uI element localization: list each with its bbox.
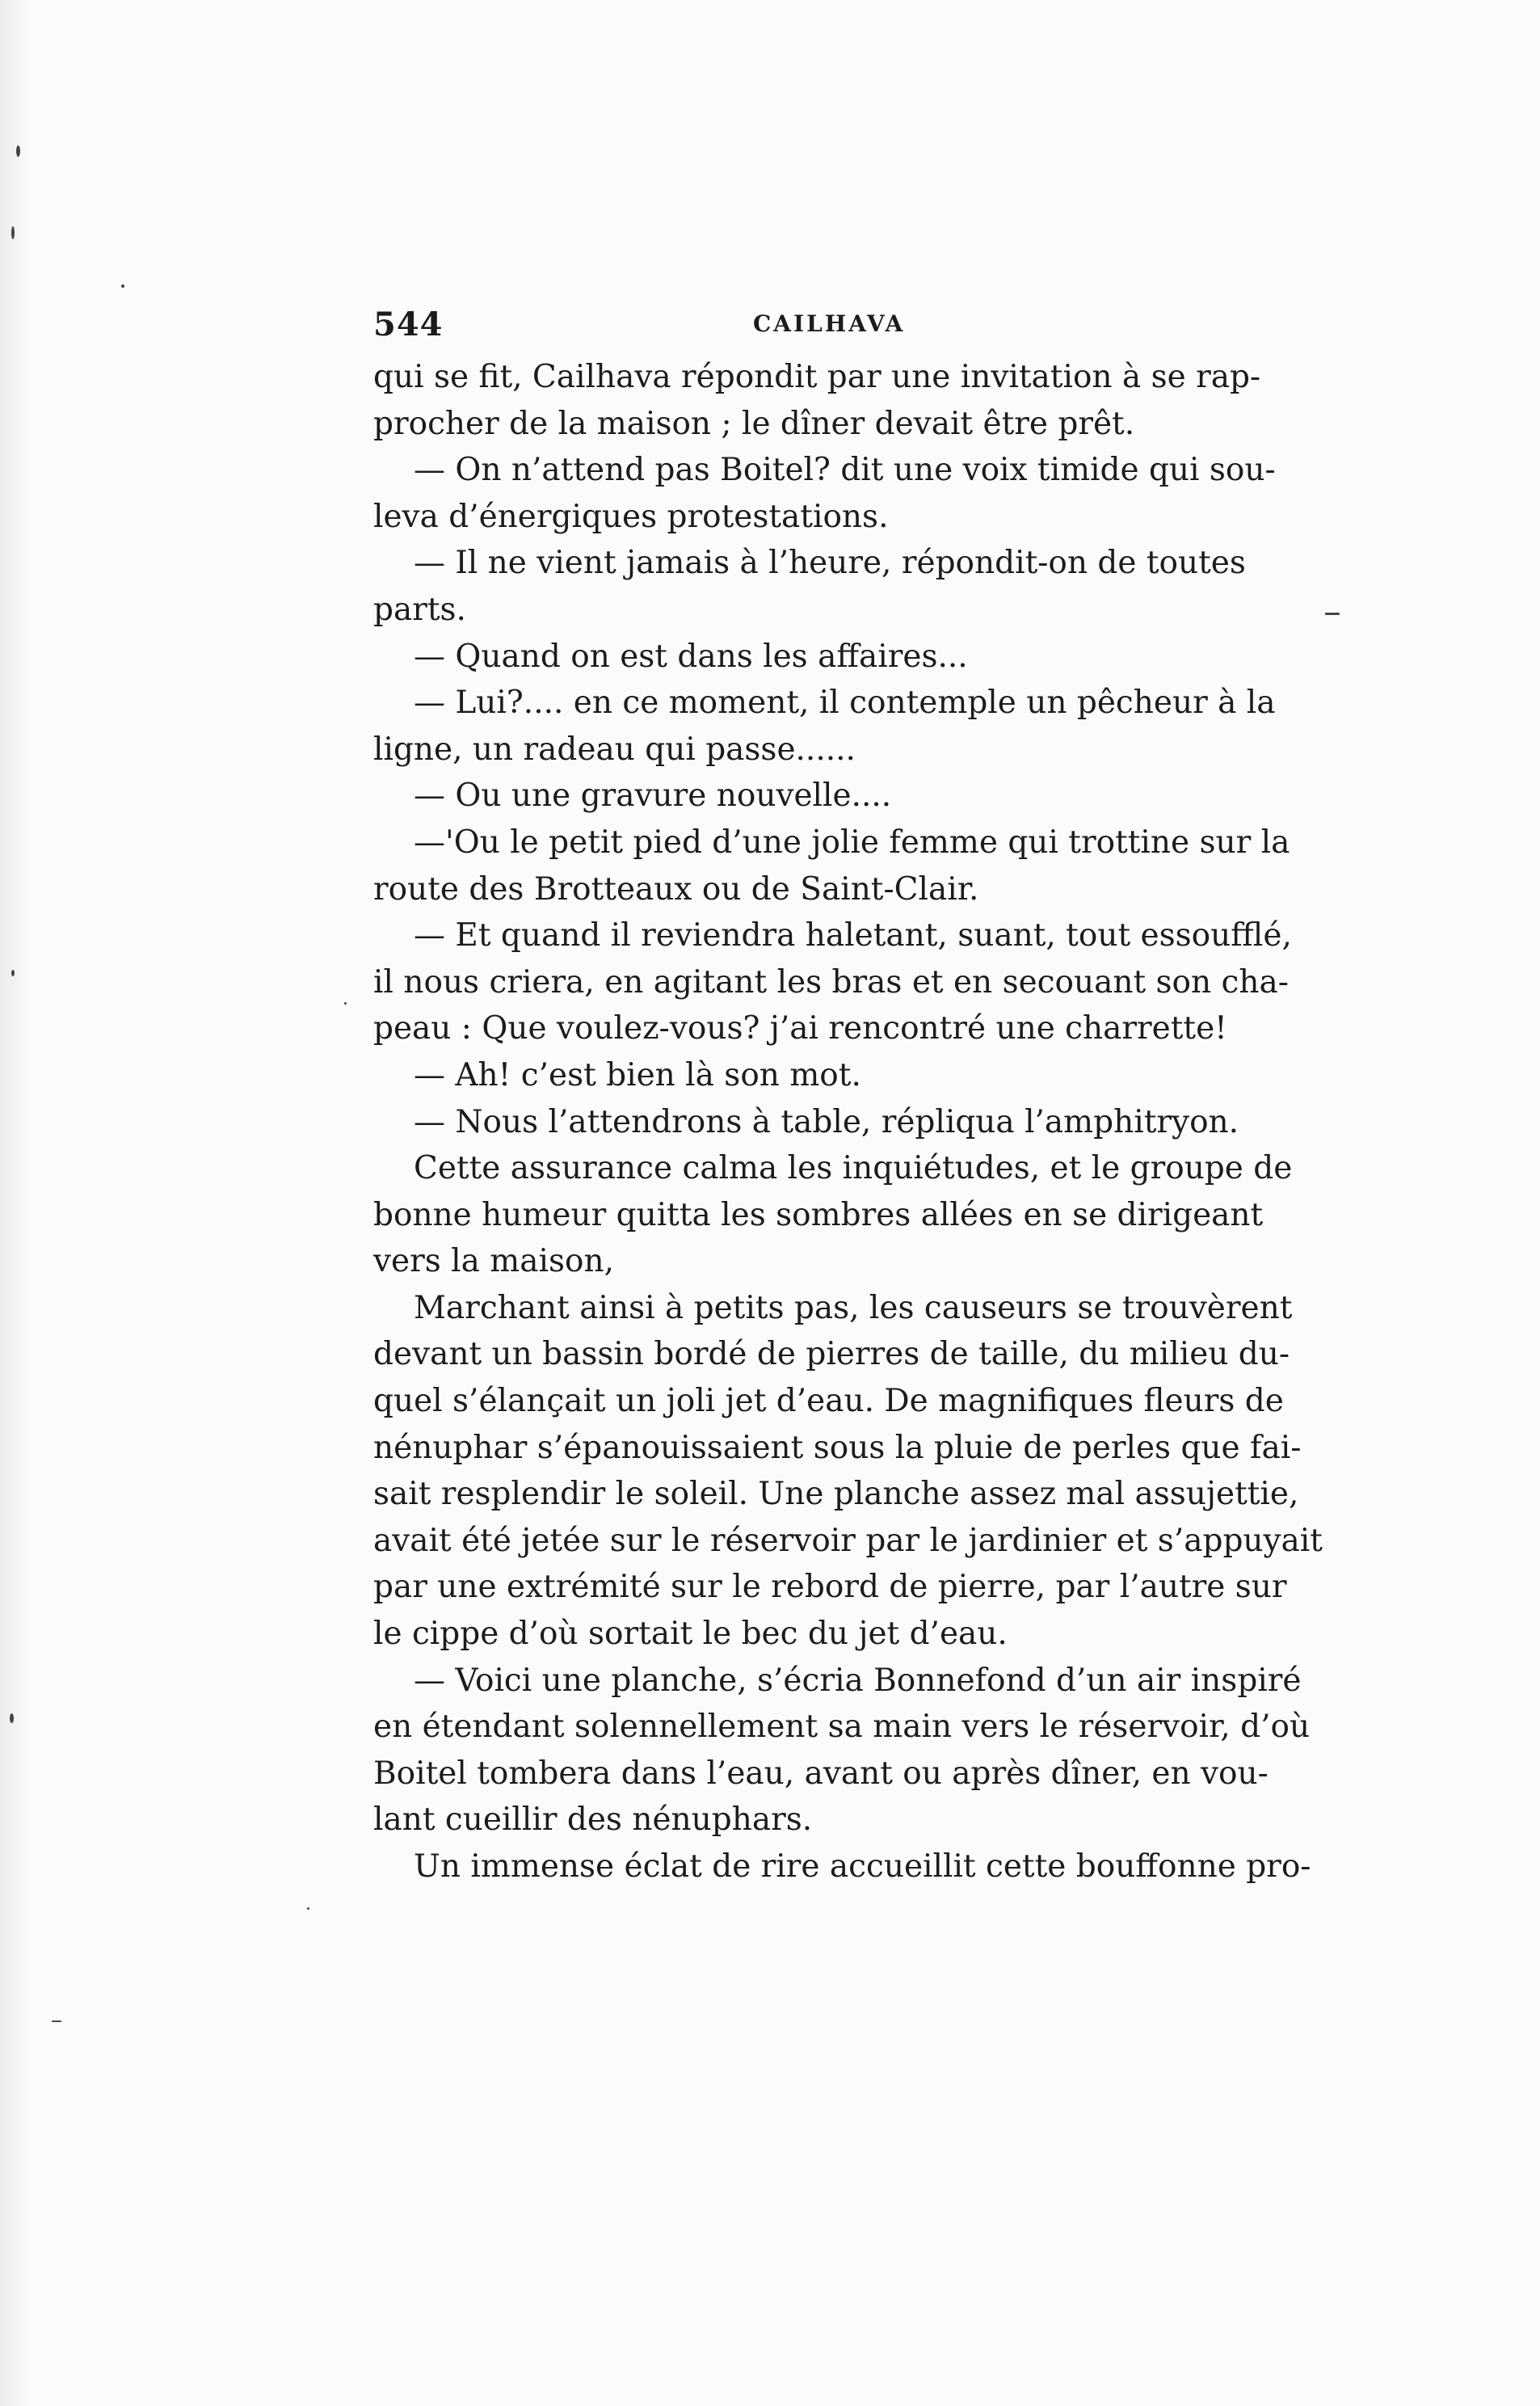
text-line: lant cueillir des nénuphars. [373, 1801, 813, 1839]
text-line: en étendant solennellement sa main vers le réservoir, d’où [373, 1709, 1311, 1746]
text-line: quel s’élançait un joli jet d’eau. De magnifiques fleurs de [373, 1383, 1284, 1420]
scan-speck [307, 1907, 309, 1910]
text-line: bonne humeur quitta les sombres allées en se dirigeant [373, 1196, 1264, 1233]
text-line: Un immense éclat de rire accueillit cette bouffonne pro- [414, 1848, 1311, 1885]
text-line: qui se fit, Cailhava répondit par une invitation à se rap- [373, 359, 1261, 395]
scan-speck [10, 1713, 14, 1723]
running-head: CAILHAVA [753, 310, 906, 337]
text-line: sait resplendir le soleil. Une planche assez mal assujettie, [373, 1476, 1299, 1513]
text-line: ligne, un radeau qui passe...... [373, 731, 856, 768]
text-line: — Quand on est dans les affaires... [414, 638, 968, 675]
text-line: — Ah! c’est bien là son mot. [414, 1056, 861, 1093]
text-line: peau : Que voulez-vous? j’ai rencontré une charrette! [373, 1010, 1227, 1047]
text-line: le cippe d’où sortait le bec du jet d’eau. [373, 1616, 1008, 1653]
text-line: — Lui?.... en ce moment, il contemple un pêcheur à la [414, 685, 1276, 722]
scan-speck [1325, 613, 1340, 615]
page-number: 544 [373, 305, 444, 343]
text-line: Marchant ainsi à petits pas, les causeurs se trouvèrent [414, 1289, 1293, 1326]
text-line: Cette assurance calma les inquiétudes, et le groupe de [414, 1150, 1293, 1187]
scan-speck [11, 970, 15, 976]
text-line: nénuphar s’épanouissaient sous la pluie de perles que fai- [373, 1429, 1302, 1466]
text-line: avait été jetée sur le réservoir par le jardinier et s’appuyait [373, 1522, 1323, 1559]
text-line: vers la maison, [373, 1243, 615, 1280]
page-header [373, 305, 1238, 354]
text-line: — Nous l’attendrons à table, répliqua l’amphitryon. [414, 1103, 1239, 1140]
text-line: — Il ne vient jamais à l’heure, répondit-on de toutes [414, 545, 1246, 582]
text-line: — Voici une planche, s’écria Bonnefond d’un air inspiré [414, 1662, 1302, 1699]
text-line: parts. [373, 591, 466, 628]
body-text [373, 354, 1323, 1890]
text-line: par une extrémité sur le rebord de pierre, par l’autre sur [373, 1569, 1287, 1606]
text-line: — Ou une gravure nouvelle.... [414, 777, 892, 815]
scan-speck [16, 145, 20, 157]
text-line: route des Brotteaux ou de Saint-Clair. [373, 870, 979, 908]
scan-speck [52, 2020, 61, 2022]
scan-speck [121, 284, 124, 288]
text-line: procher de la maison ; le dîner devait être prêt. [373, 405, 1135, 442]
text-line: — Et quand il reviendra haletant, suant, tout essoufflé, [414, 917, 1292, 954]
text-line: il nous criera, en agitant les bras et en secouant son cha- [373, 963, 1289, 1001]
page-edge-shadow [0, 0, 31, 2406]
scan-speck [344, 1002, 347, 1005]
scan-speck [11, 226, 15, 239]
text-line: — On n’attend pas Boitel? dit une voix timide qui sou- [414, 452, 1276, 489]
text-line: Boitel tombera dans l’eau, avant ou après dîner, en vou- [373, 1755, 1269, 1792]
text-line: —'Ou le petit pied d’une jolie femme qui trottine sur la [414, 824, 1290, 861]
text-line: leva d’énergiques protestations. [373, 498, 889, 535]
text-line: devant un bassin bordé de pierres de taille, du milieu du- [373, 1336, 1290, 1373]
